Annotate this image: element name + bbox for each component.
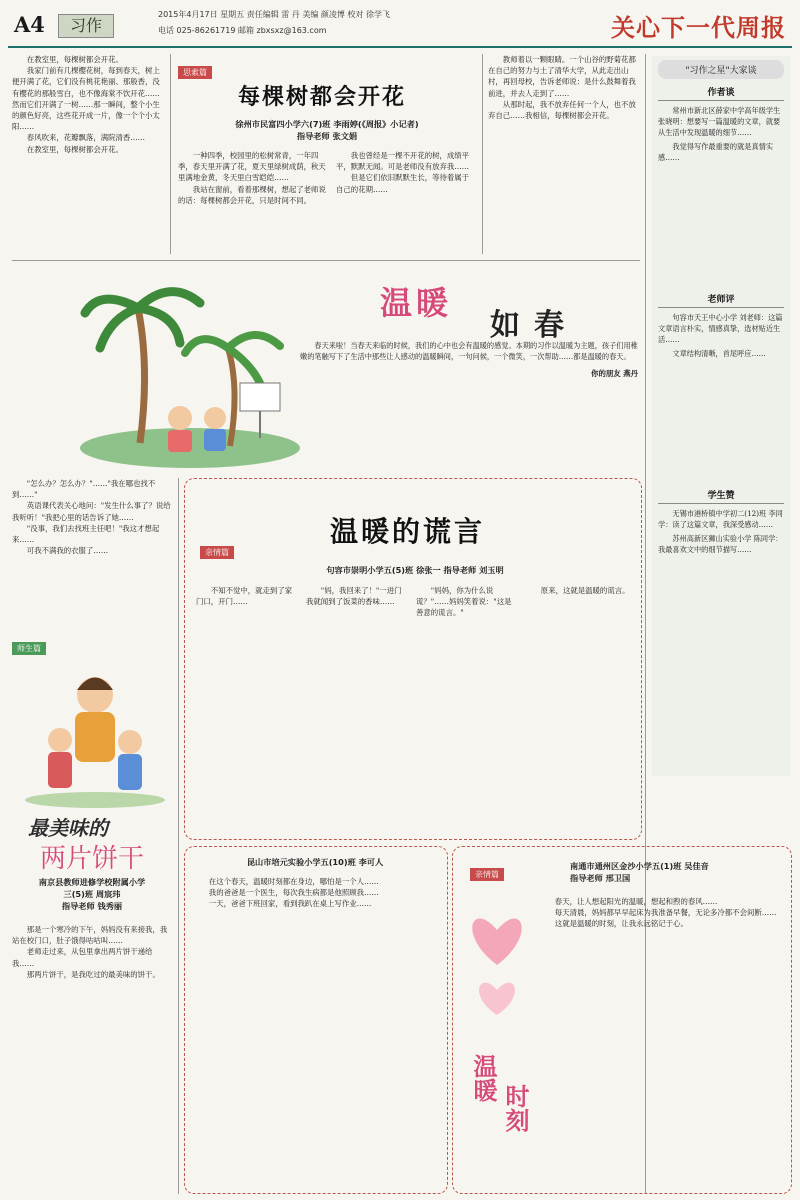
- paragraph: 我也曾经是一棵不开花的树，成绩平平，默默无闻。可是老师没有放弃我……: [336, 151, 470, 172]
- paragraph: 但是它们依旧默默生长，等待着属于自己的花期……: [336, 173, 470, 194]
- banner-sign: 你的朋友 燕丹: [591, 369, 638, 379]
- teacher-byline: 南京县教师进修学校附属小学 三(5)班 周宸玮 指导老师 钱秀丽: [38, 877, 146, 911]
- paragraph: 每天清晨，妈妈都早早起床为我准备早餐，无论多冷都不会间断……: [554, 908, 777, 918]
- paragraph: "妈，我回来了！"一进门我就闻到了饭菜的香味……: [306, 586, 402, 607]
- story1-col1: [178, 150, 328, 252]
- paragraph: 可我不满我的衣服了……: [26, 546, 109, 556]
- story2-col4: [526, 585, 631, 830]
- bottom-right-byline: 南通市通州区金沙小学五(1)班 吴佳音 指导老师 邢卫国: [570, 861, 709, 883]
- banner-title-a: 温暖: [380, 284, 453, 322]
- teacher-caption-a: 最美味的: [28, 816, 108, 840]
- page-number: A4: [14, 12, 45, 37]
- paragraph: 春天，让人想起阳光的温暖，想起和煦的春风……: [554, 897, 718, 906]
- story2-col1: [196, 585, 296, 830]
- bottom-right-text: [540, 896, 784, 1186]
- story1-col2: [336, 150, 476, 252]
- paragraph: 教师着以一颗眼睛。一个山谷的野菊花都在自己的努力与土了清华大学，从此走出山村，再回母校，告诉老师说：是什么鼓舞着我前进，并去人走到了……: [488, 55, 636, 98]
- sidebar-section-head: 学生赞: [658, 488, 784, 504]
- sidebar-paragraph: 我觉得写作最重要的就是真情实感……: [658, 142, 774, 162]
- section-divider: [12, 260, 640, 261]
- paragraph: "怎么办？怎么办？"……"我在哪也找不到……": [12, 479, 156, 500]
- paragraph: 这就是温暖的时刻，让我永远铭记于心。: [554, 919, 688, 929]
- paragraph: 一天，爸爸下班回家，看到我趴在桌上写作业……: [208, 899, 372, 909]
- sidebar-paragraph: 苏州高新区狮山实验小学 陈同学：我最喜欢文中的细节描写……: [658, 534, 783, 554]
- teacher-section-tag: 师生篇: [12, 636, 46, 655]
- paragraph: 原来，这就是温暖的谎言。: [540, 586, 630, 595]
- story2-byline: 句容市崇明小学五(5)班 徐张一 指导老师 刘玉明: [326, 565, 504, 575]
- sidebar-section-head: 老师评: [658, 292, 784, 308]
- paragraph: "没事，我们去找班主任吧！"我这才想起来……: [12, 523, 160, 545]
- paragraph: 在教室里，每棵树都会开花。: [26, 144, 123, 154]
- story1-byline: 徐州市民富四小学六(7)班 李雨婷(《周报》小记者) 指导老师 张文娟: [235, 119, 419, 141]
- paragraph: 一种四季，校园里的松树常青，一年四季，春天里开满了花，夏天里绿树成荫，秋天里满地金黄，冬天里白雪皑皑……: [178, 151, 326, 183]
- banner-title-b: 如春: [490, 308, 578, 343]
- paragraph: 我站在窗前，看着那棵树，想起了老师说的话：每棵树都会开花，只是时间不同。: [178, 184, 326, 205]
- bottom-mid-byline: 昆山市培元实验小学五(10)班 李可人: [246, 857, 384, 867]
- paragraph: 英语课代表关心地问："发生什么事了？说给我听听！"我把心里的话告诉了她……: [12, 501, 171, 522]
- bottom-right-title-b: 时刻: [501, 1084, 530, 1132]
- editor-line: 2015年4月17日 星期五 责任编辑 雷 丹 美编 颜凌博 校对 徐学飞: [158, 10, 390, 19]
- paragraph: 不知不觉中，就走到了家门口，开门……: [196, 586, 293, 607]
- column-divider: [170, 54, 171, 254]
- palm-tree-illustration: [80, 268, 300, 468]
- paragraph: 在这个春天，温暖时刻都在身边，哪怕是一个人……: [208, 877, 379, 886]
- column-divider: [482, 54, 483, 254]
- heart-illustration: [462, 890, 532, 1050]
- top-left-column: [12, 54, 162, 254]
- story2-col3: [416, 585, 516, 830]
- banner-intro: 春天来啦！当春天来临的时候，我们的心中也会有温暖的感觉。本期的习作以温暖为主题，孩子们用稚嫩的笔触写下了生活中那些让人感动的温暖瞬间，一句问候，一个微笑，一次帮助……都是温暖的春天。 你的朋友 燕丹: [300, 341, 638, 379]
- story1-title: 每棵树都会开花: [238, 85, 407, 110]
- sidebar-paragraph: 文章结构清晰，首尾呼应……: [672, 349, 766, 358]
- sidebar-section-head: 作者谈: [658, 85, 784, 101]
- header-rule: [8, 46, 792, 48]
- story2-tag: 亲情篇: [200, 540, 234, 559]
- sidebar-title: "习作之星"大家谈: [658, 60, 784, 79]
- bottom-mid-text: [194, 876, 438, 1186]
- paragraph: 在教室里，每棵树都会开花。: [26, 55, 123, 64]
- story1-tag: 思索篇: [178, 60, 212, 79]
- teacher-story-text: [12, 924, 172, 1194]
- paragraph: 我的爸爸是一个医生，每次我生病都是他照顾我……: [208, 888, 379, 898]
- page-header: [0, 0, 800, 48]
- paragraph: 老师走过来，从包里拿出两片饼干递给我……: [12, 947, 153, 968]
- sidebar-paragraph: 无锡市港桥镇中学初二(12)班 李同学：读了这篇文章，我深受感动……: [658, 509, 783, 529]
- paragraph: 春风吹来，花瓣飘落，满院清香……: [26, 133, 146, 143]
- paragraph: 那两片饼干，是我吃过的最美味的饼干。: [26, 969, 160, 979]
- section-tab: 习作: [58, 14, 114, 38]
- sidebar-paragraph: 常州市新北区薛家中学高年级学生 张晓明：想要写一篇温暖的文章，就要从生活中发现温暖的细节……: [658, 106, 783, 137]
- paragraph: 那是一个寒冷的下午，妈妈没有来接我，我站在校门口，肚子饿得咕咕叫……: [12, 925, 168, 946]
- children-illustration: [20, 660, 170, 810]
- story1-col3: [488, 54, 638, 254]
- column-divider: [178, 478, 179, 1194]
- story2-title: 温暖的谎言: [330, 515, 486, 548]
- story2-col2: [306, 585, 406, 830]
- bottom-right-title-a: 温暖: [469, 1054, 498, 1102]
- left-mid-column: [12, 478, 172, 628]
- paragraph: "妈妈，你为什么说谎？"……妈妈笑着说："这是善意的谎言。": [416, 586, 512, 618]
- teacher-caption-b: 两片饼干: [40, 844, 145, 874]
- paragraph: 从那时起，我不放弃任何一个人，也不放弃自己……我相信，每棵树都会开花。: [488, 99, 636, 121]
- bottom-right-tag: 亲情篇: [470, 862, 504, 881]
- contact-line: 电话 025-86261719 邮箱 zbxsxz@163.com: [158, 26, 327, 35]
- paragraph: 我家门前有几棵樱花树，每到春天，树上便开满了花，它们没有桃花艳丽、那般香，没有樱花的那般雪白，也不像海棠不饮开花……然而它们开满了一树……那一瞬间，整个小生的颜色好亮，这些花开成一片，像一个个小太阳……: [12, 66, 160, 132]
- sidebar: [652, 56, 790, 776]
- newspaper-brand: 关心下一代周报: [611, 13, 786, 42]
- sidebar-paragraph: 句容市天王中心小学 刘老师：这篇文章语言朴实，情感真挚，选材贴近生活……: [658, 313, 783, 344]
